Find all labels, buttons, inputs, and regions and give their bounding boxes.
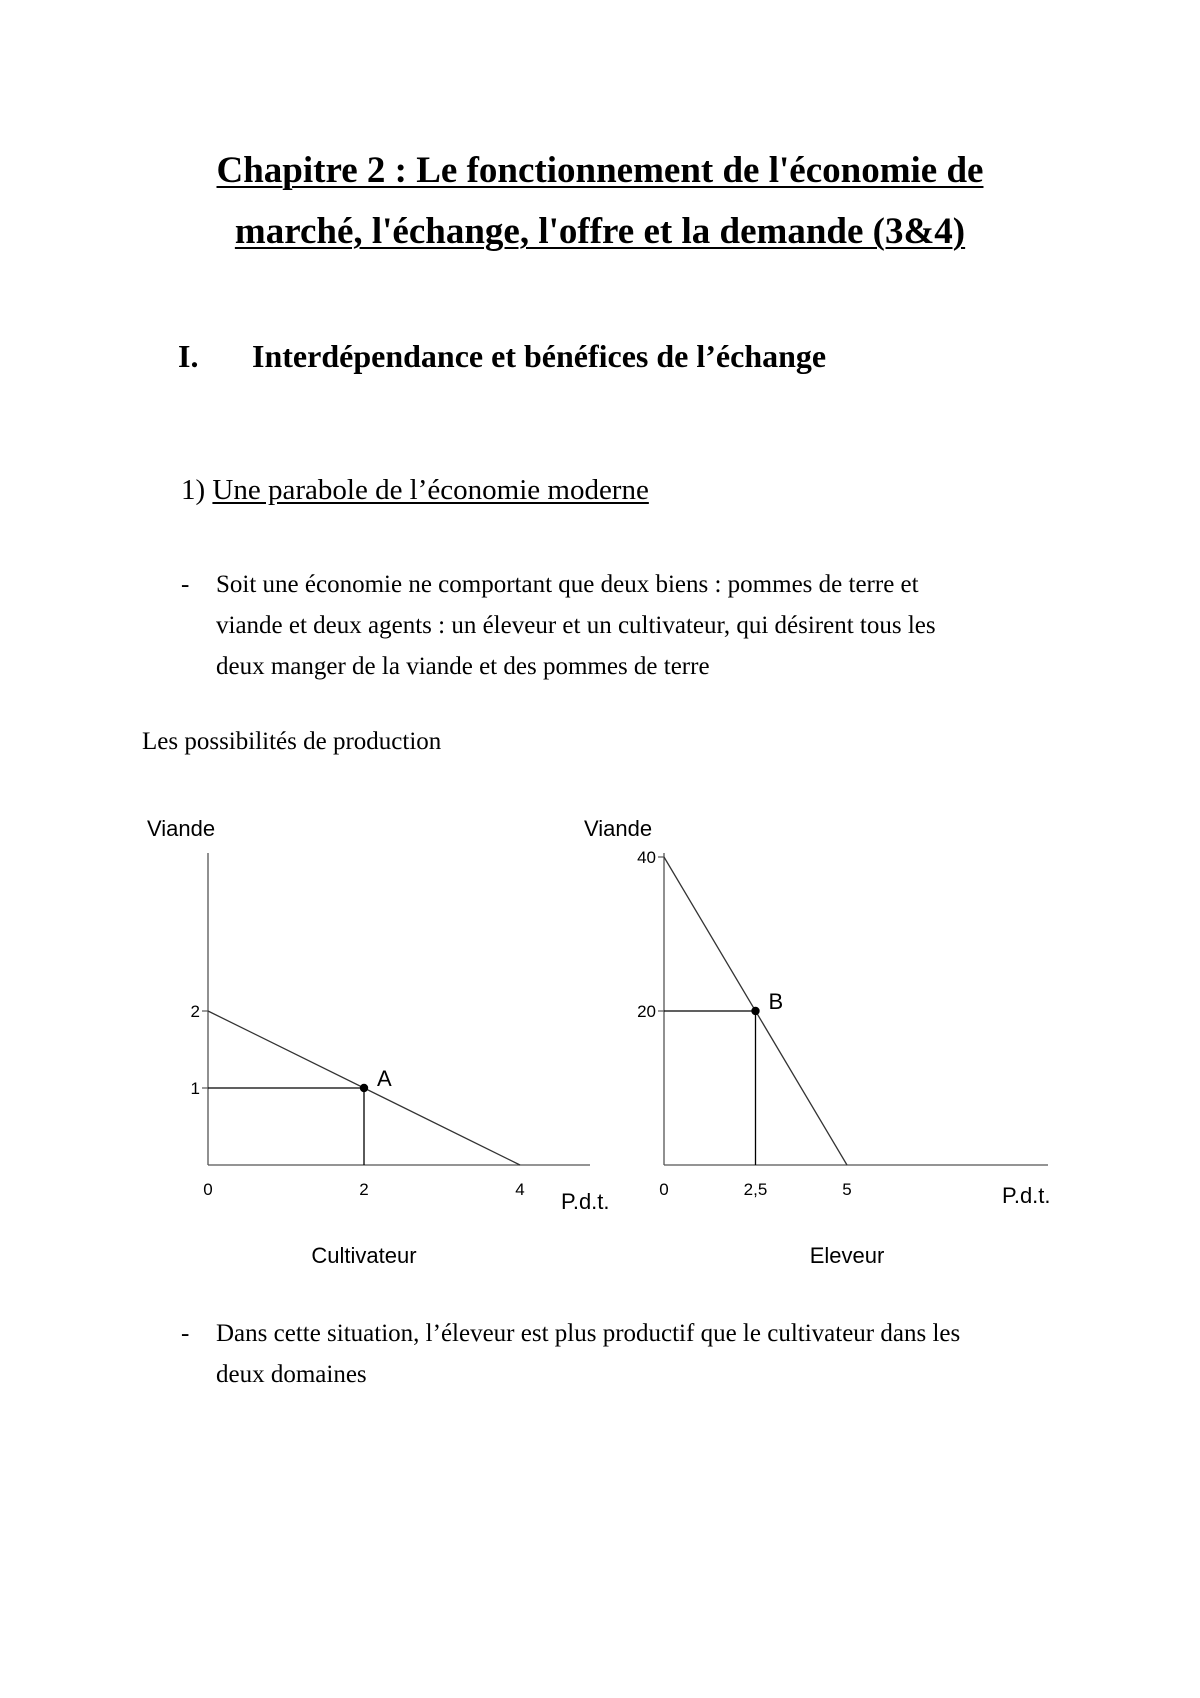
figure-caption: Les possibilités de production (142, 728, 442, 755)
subsection-number: 1) (181, 474, 206, 506)
y-tick-label: 20 (637, 1002, 656, 1021)
section-title: Interdépendance et bénéfices de l’échange (252, 338, 827, 374)
section-number: I. (178, 338, 199, 374)
point-marker (360, 1084, 368, 1092)
bullet-dash: - (181, 571, 190, 598)
x-tick-label: 5 (842, 1180, 852, 1199)
x-tick-label: 4 (515, 1180, 525, 1199)
bullet-line: Soit une économie ne comportant que deux biens : pommes de terre et (216, 571, 919, 598)
y-tick-label: 2 (190, 1002, 200, 1021)
y-tick-label: 1 (190, 1079, 200, 1098)
bullet-line: Dans cette situation, l’éleveur est plus productif que le cultivateur dans les (216, 1320, 961, 1347)
bullet-line: deux domaines (216, 1361, 367, 1388)
y-axis-label: Viande (147, 816, 216, 841)
point-marker (751, 1007, 759, 1015)
subsection-title: Une parabole de l’économie moderne (212, 474, 649, 506)
x-axis-label: P.d.t. (561, 1189, 610, 1214)
chapter-title-line-1: Chapitre 2 : Le fonctionnement de l'économie de (216, 150, 984, 191)
bullet-text (216, 1313, 1076, 1395)
bullet-line: viande et deux agents : un éleveur et un cultivateur, qui désirent tous les (216, 612, 936, 639)
bullet-dash: - (181, 1320, 190, 1347)
x-tick-label: 0 (203, 1180, 213, 1199)
x-tick-label: 0 (659, 1180, 669, 1199)
y-axis-label: Viande (584, 816, 653, 841)
x-axis-label: P.d.t. (1002, 1183, 1051, 1208)
bullet-line: deux manger de la viande et des pommes de terre (216, 653, 710, 680)
x-tick-label: 2,5 (743, 1180, 768, 1199)
chart-eleveur (584, 816, 1051, 1268)
chart-title: Cultivateur (311, 1243, 417, 1268)
x-tick-label: 2 (359, 1180, 369, 1199)
chart-title: Eleveur (809, 1243, 885, 1268)
chapter-title-line-2: marché, l'échange, l'offre et la demande (3&4) (234, 211, 966, 252)
point-label: A (377, 1066, 392, 1091)
point-label: B (768, 989, 784, 1014)
y-tick-label: 40 (637, 848, 656, 867)
chart-cultivateur (147, 816, 610, 1268)
